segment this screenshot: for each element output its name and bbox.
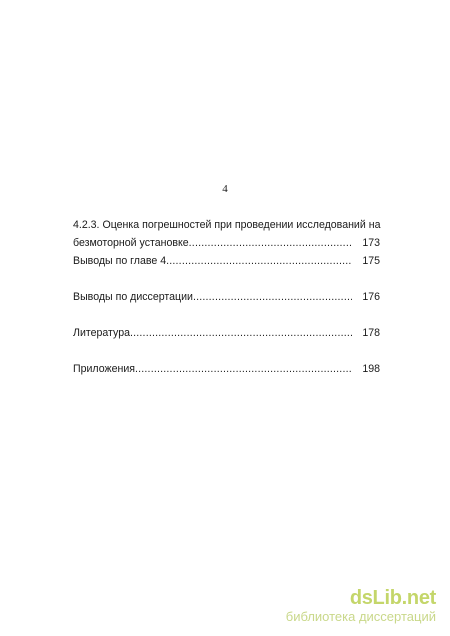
toc-page-number: 175 xyxy=(362,255,380,267)
watermark xyxy=(286,587,436,624)
page-number: 4 xyxy=(222,183,228,195)
dot-leader xyxy=(135,360,352,378)
toc-entry-title: Литература xyxy=(73,327,130,339)
spacer xyxy=(73,270,380,288)
toc-entry-title: Приложения xyxy=(73,363,135,375)
watermark-tagline: библиотека диссертаций xyxy=(285,609,436,624)
toc-page-number: 178 xyxy=(362,327,380,339)
spacer xyxy=(73,306,380,324)
toc-entry[interactable] xyxy=(73,288,380,306)
dot-leader xyxy=(166,252,352,270)
toc-entry[interactable] xyxy=(73,360,380,378)
toc-entry-title: безмоторной установке xyxy=(73,237,189,249)
toc-entry-title: 4.2.3. Оценка погрешностей при проведении исследований на xyxy=(73,219,381,231)
toc-entry[interactable] xyxy=(73,324,380,342)
spacer xyxy=(73,342,380,360)
toc-entry[interactable] xyxy=(73,234,380,252)
toc-page-number: 173 xyxy=(362,237,380,249)
dot-leader xyxy=(193,288,352,306)
toc-entry-title: Выводы по главе 4 xyxy=(73,255,167,267)
toc-entry-title: Выводы по диссертации xyxy=(73,291,193,303)
dot-leader xyxy=(189,234,353,252)
toc-entry[interactable] xyxy=(73,252,380,270)
table-of-contents xyxy=(73,216,380,378)
toc-page-number: 198 xyxy=(362,363,380,375)
toc-page-number: 176 xyxy=(362,291,380,303)
dot-leader xyxy=(130,324,352,342)
watermark-brand: dsLib.net xyxy=(349,587,436,609)
